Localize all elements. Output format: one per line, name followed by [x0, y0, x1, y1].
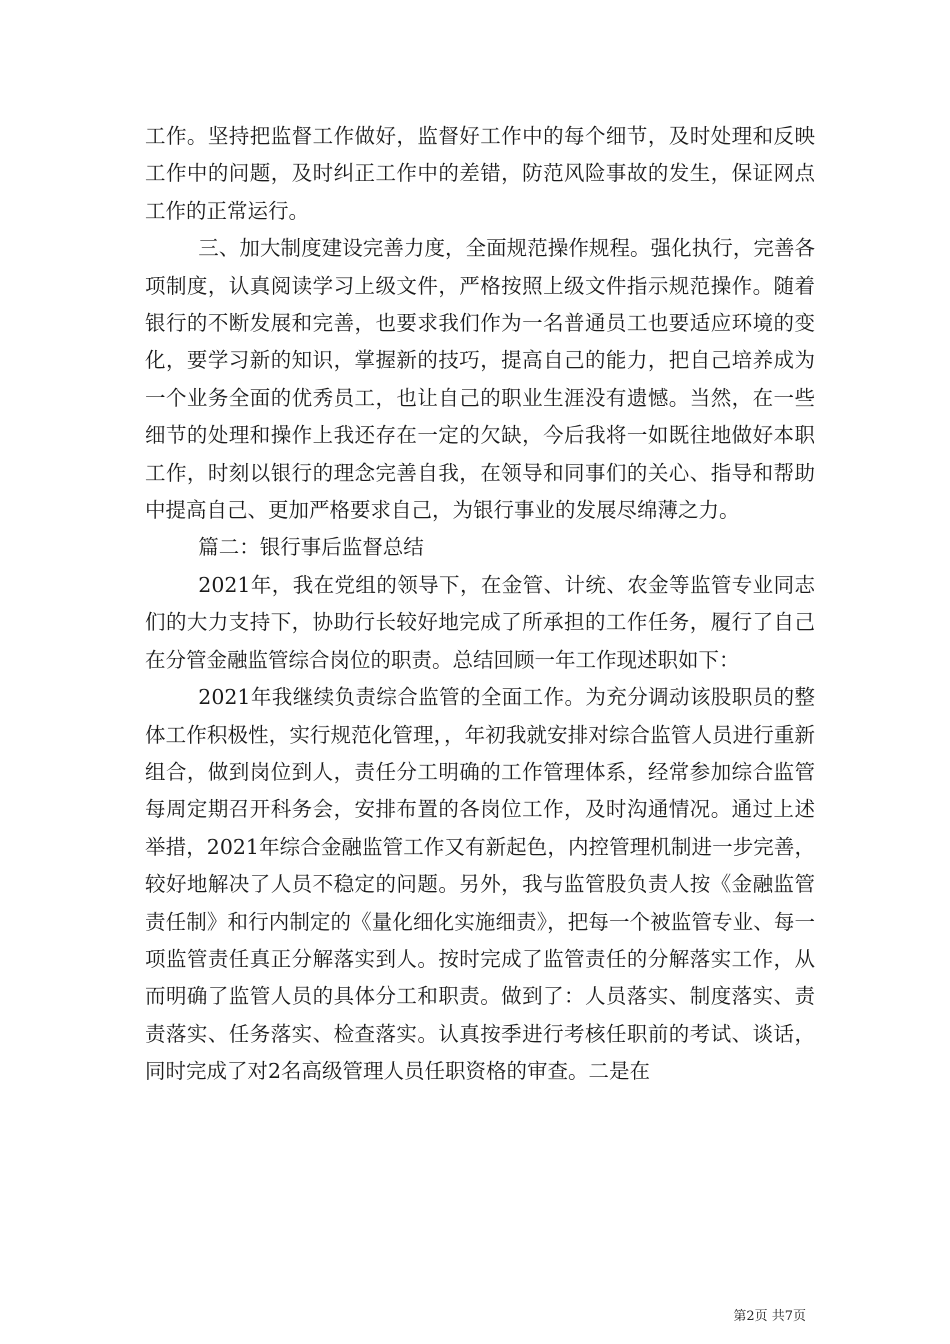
section-heading: 篇二：银行事后监督总结	[198, 535, 424, 560]
paragraph-section-three: 三、加大制度建设完善力度，全面规范操作规程。强化执行，完善各项制度，认真阅读学习上级文件，严格按照上级文件指示规范操作。随着银行的不断发展和完善，也要求我们作为一名普通员工也要适应环境的变化，要学习新的知识，掌握新的技巧，提高自己的能力，把自己培养成为一个业务全面的优秀员工，也让自己的职业生涯没有遗憾。当然，在一些细节的处理和操作上我还存在一定的欠缺，今后我将一如既往地做好本职工作，时刻以银行的理念完善自我，在领导和同事们的关心、指导和帮助中提高自己、更加严格要求自己，为银行事业的发展尽绵薄之力。	[145, 236, 815, 523]
paragraph-body: 2021年我继续负责综合监管的全面工作。为充分调动该股职员的整体工作积极性，实行规范化管理，，年初我就安排对综合监管人员进行重新组合，做到岗位到人，责任分工明确的工作管理体系，经常参加综合监管每周定期召开科务会，安排布置的各岗位工作，及时沟通情况。通过上述举措，2021年综合金融监管工作又有新起色，内控管理机制进一步完善，较好地解决了人员不稳定的问题。另外，我与监管股负责人按《金融监管责任制》和行内制定的《量化细化实施细责》，把每一个被监管专业、每一项监管责任真正分解落实到人。按时完成了监管责任的分解落实工作，从而明确了监管人员的具体分工和职责。做到了：人员落实、制度落实、责责落实、任务落实、检查落实。认真按季进行考核任职前的考试、谈话，同时完成了对2名高级管理人员任职资格的审查。二是在	[145, 685, 815, 1084]
page-number: 第2页 共7页	[733, 1309, 806, 1324]
document-body	[145, 118, 815, 1091]
paragraph-continuation: 工作。坚持把监督工作做好，监督好工作中的每个细节，及时处理和反映工作中的问题，及时纠正工作中的差错，防范风险事故的发生，保证网点工作的正常运行。	[145, 124, 815, 223]
paragraph-intro: 2021年，我在党组的领导下，在金管、计统、农金等监管专业同志们的大力支持下，协助行长较好地完成了所承担的工作任务，履行了自己在分管金融监管综合岗位的职责。总结回顾一年工作现述职如下：	[145, 572, 815, 672]
